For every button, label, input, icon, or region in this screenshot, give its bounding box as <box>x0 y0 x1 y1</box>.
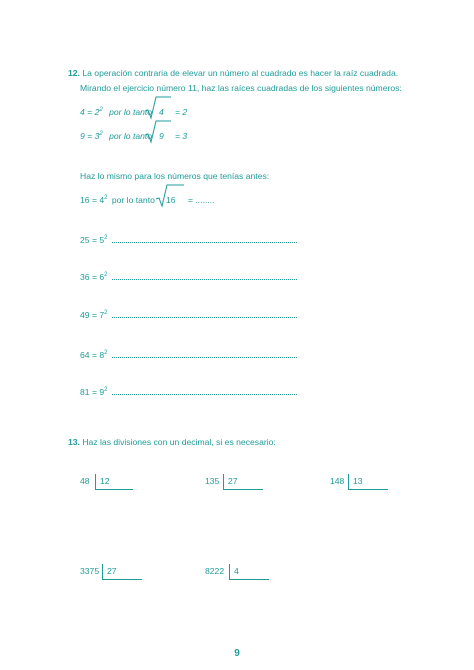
model-therefore: por lo tanto <box>111 195 155 205</box>
division-divisor: 12 <box>100 476 110 486</box>
example-1-radicand: 4 <box>159 107 164 117</box>
division-dividend: 8222 <box>205 566 225 576</box>
answer-line[interactable] <box>112 317 297 318</box>
example-2-radicand: 9 <box>159 131 164 141</box>
division-bracket-vertical <box>95 474 96 489</box>
example-2-exponent: 2 <box>99 131 103 137</box>
answer-row-81 <box>80 388 107 397</box>
answer-row-exponent: 2 <box>104 387 108 393</box>
model-row <box>80 196 155 205</box>
example-2 <box>80 132 152 141</box>
page-number: 9 <box>234 648 240 659</box>
division-dividend: 3375 <box>80 566 100 576</box>
answer-row-exponent: 2 <box>104 272 108 278</box>
answer-row-lhs: 36 = 6 <box>80 272 105 282</box>
exercise-12-line2: Mirando el ejercicio número 11, haz las raíces cuadradas de los siguientes números: <box>80 83 402 93</box>
model-exponent: 2 <box>104 195 108 201</box>
division-divisor: 13 <box>353 476 363 486</box>
answer-row-64 <box>80 351 107 360</box>
example-1 <box>80 108 152 117</box>
division-bracket-horizontal <box>223 489 263 490</box>
example-1-lhs: 4 = 2 <box>80 107 100 117</box>
answer-row-exponent: 2 <box>104 310 108 316</box>
exercise-13-number: 13. <box>68 437 80 447</box>
answer-row-exponent: 2 <box>104 235 108 241</box>
square-root-icon <box>144 96 172 120</box>
answer-row-lhs: 81 = 9 <box>80 387 105 397</box>
answer-row-exponent: 2 <box>104 350 108 356</box>
division-bracket-horizontal <box>102 579 142 580</box>
division-bracket-horizontal <box>229 579 269 580</box>
answer-line[interactable] <box>112 394 297 395</box>
example-2-result: = 3 <box>175 131 188 141</box>
answer-line[interactable] <box>112 357 297 358</box>
model-lhs: 16 = 4 <box>80 195 105 205</box>
division-bracket-horizontal <box>348 489 388 490</box>
division-dividend: 135 <box>205 476 220 486</box>
answer-line[interactable] <box>112 279 297 280</box>
answer-row-lhs: 64 = 8 <box>80 350 105 360</box>
square-root-icon <box>144 120 172 144</box>
division-bracket-horizontal <box>95 489 133 490</box>
example-1-result: = 2 <box>175 107 188 117</box>
exercise-13-statement: Haz las divisiones con un decimal, si es necesario: <box>82 437 276 447</box>
model-radicand: 16 <box>166 195 176 205</box>
answer-row-lhs: 49 = 7 <box>80 310 105 320</box>
division-dividend: 148 <box>330 476 345 486</box>
division-bracket-vertical <box>102 564 103 579</box>
model-result: = ........ <box>188 195 215 205</box>
division-divisor: 4 <box>234 566 239 576</box>
division-bracket-vertical <box>229 564 230 579</box>
instruction: Haz lo mismo para los números que tenías antes: <box>80 171 270 181</box>
division-dividend: 48 <box>80 476 90 486</box>
division-bracket-vertical <box>348 474 349 489</box>
example-1-exponent: 2 <box>99 107 103 113</box>
answer-line[interactable] <box>112 242 297 243</box>
exercise-12-line1 <box>68 69 398 78</box>
answer-row-36 <box>80 273 107 282</box>
exercise-13-line <box>68 438 276 447</box>
division-divisor: 27 <box>107 566 117 576</box>
answer-row-49 <box>80 311 107 320</box>
division-bracket-vertical <box>223 474 224 489</box>
exercise-12-statement: La operación contraria de elevar un número al cuadrado es hacer la raíz cuadrada. <box>82 68 399 78</box>
exercise-12-number: 12. <box>68 68 80 78</box>
example-2-therefore: por lo tanto <box>109 131 153 141</box>
answer-row-lhs: 25 = 5 <box>80 235 105 245</box>
example-2-lhs: 9 = 3 <box>80 131 100 141</box>
answer-row-25 <box>80 236 107 245</box>
example-1-therefore: por lo tanto <box>109 107 153 117</box>
division-divisor: 27 <box>228 476 238 486</box>
